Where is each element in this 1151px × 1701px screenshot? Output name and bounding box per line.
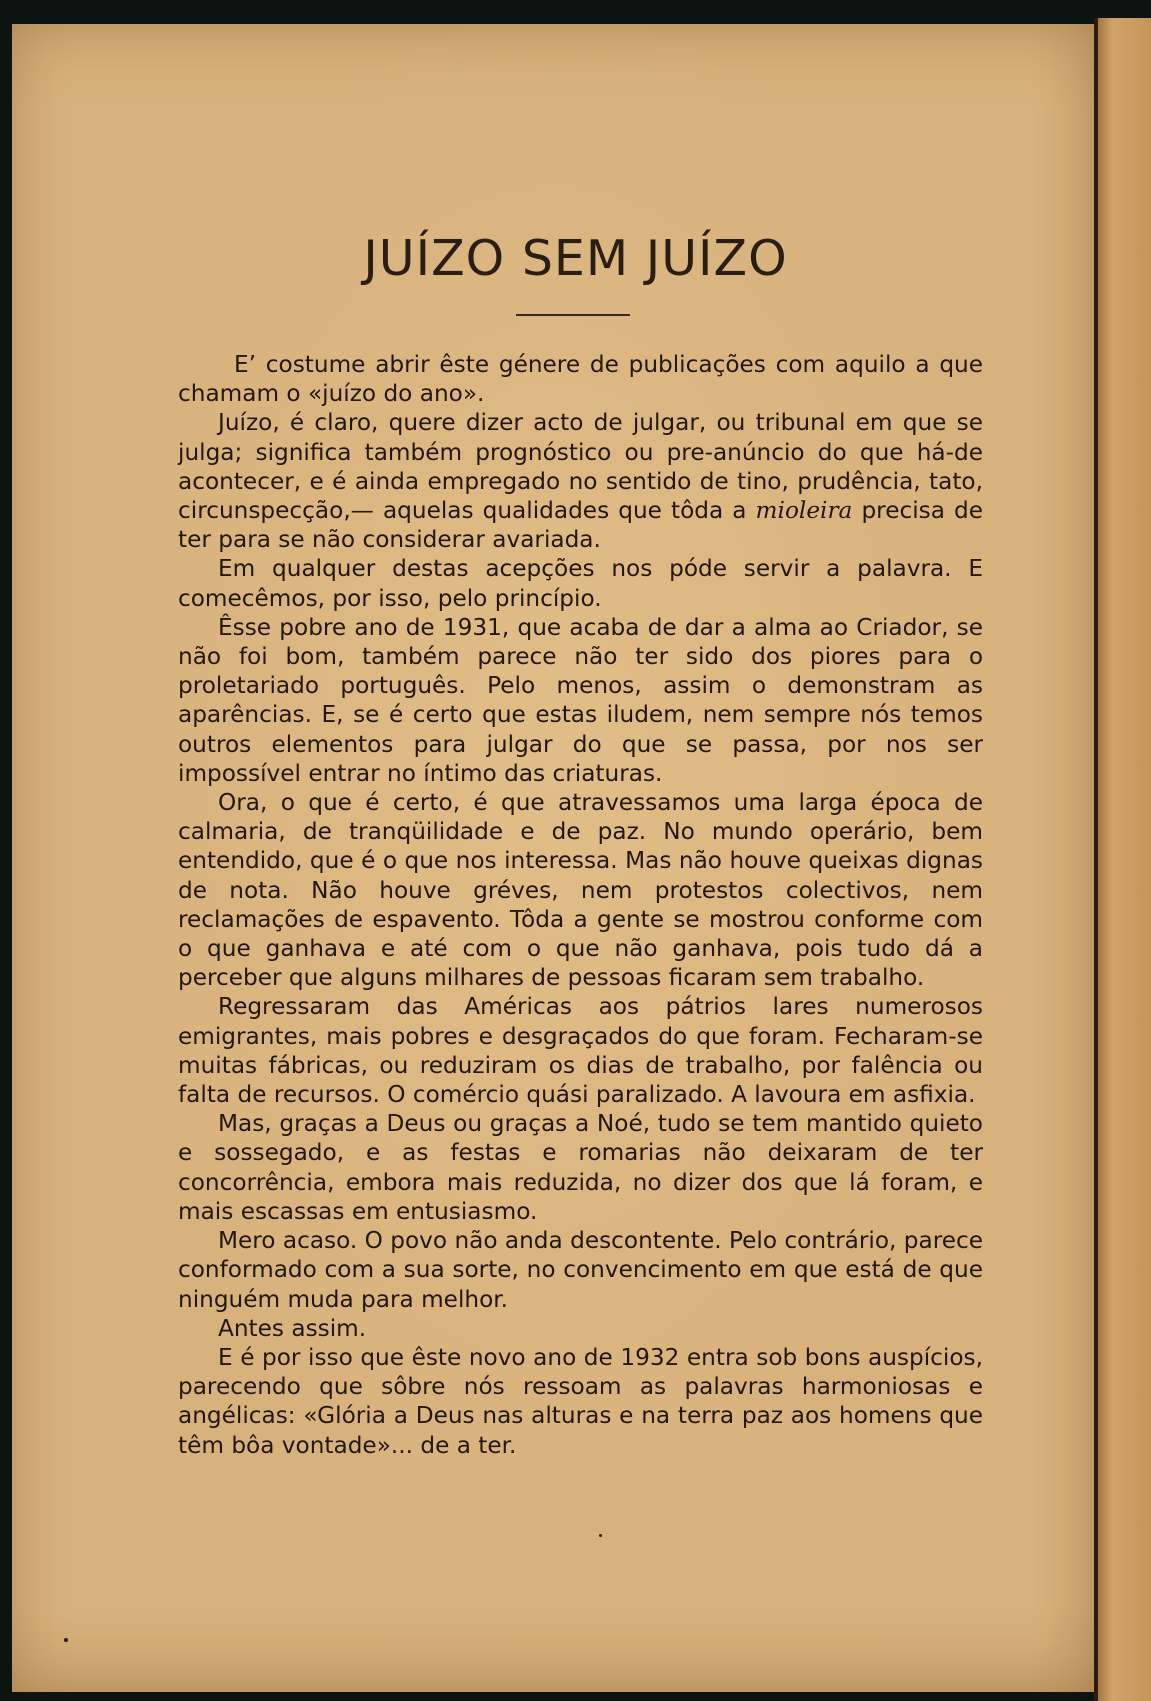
paragraph-2-end: precisa de ter para se não considerar avariada. <box>178 497 983 554</box>
paragraph-5: Ora, o que é certo, é que atravessamos uma larga época de calmaria, de tranqüilidade e de paz. No mundo operário, bem entendido, que é o que nos interessa. Mas não houve queixas dignas de nota. Não houve gréves, nem protestos colectivos, nem reclamações de espavento. Tôda a gente se mostrou conforme com o que ganhava e até com o que não ganhava, pois tudo dá a perceber que alguns milhares de pessoas ficaram sem trabalho. <box>178 789 983 992</box>
paragraph-10: E é por isso que êste novo ano de 1932 entra sob bons auspícios, parecendo que sôbre nós ressoam as palavras harmoniosas e angélicas: «Glória a Deus nas alturas e na terra paz aos homens que têm bôa vontade»... de a ter. <box>178 1343 983 1459</box>
paragraph-7: Mas, graças a Deus ou graças a Noé, tudo se tem mantido quieto e sossegado, e as festas e romarias não deixaram de ter concorrência, embora mais reduzida, no dizer dos que lá foram, e mais escassas em entusiasmo. <box>178 1110 983 1225</box>
paragraph-6: Regressaram das Américas aos pátrios lares numerosos emigrantes, mais pobres e desgraçados do que foram. Fecharam-se muitas fábricas, ou reduziram os dias de trabalho, por falência ou falta de recursos. O comércio quási paralizado. A lavoura em asfixia. <box>178 993 983 1109</box>
paragraph-4: Êsse pobre ano de 1931, que acaba de dar a alma ao Criador, se não foi bom, também parece não ter sido dos piores para o proletariado português. Pelo menos, assim o demonstram as aparências. E, se é certo que estas iludem, nem sempre nós temos outros elementos para julgar do que se passa, por nos ser impossível entrar no íntimo das criaturas. <box>178 613 983 787</box>
body-text <box>178 350 983 1460</box>
paragraph-9: Antes assim. <box>218 1314 367 1342</box>
title-divider <box>516 314 630 316</box>
chapter-title: JUÍZO SEM JUÍZO <box>363 230 788 287</box>
paragraph-3: Em qualquer destas acepções nos póde servir a palavra. E comecêmos, por isso, pelo princípio. <box>178 555 983 612</box>
paragraph-8: Mero acaso. O povo não anda descontente. Pelo contrário, parece conformado com a sua sorte, no convencimento em que está de que ninguém muda para melhor. <box>178 1227 983 1313</box>
paragraph-2-start: Juízo, é claro, quere dizer acto de julgar, ou tribunal em que se julga; significa também prognóstico ou pre-anúncio do que há-de acontecer, e é ainda empregado no sentido de tino, prudência, tato, circunspecção,— aquelas qualidades que tôda a <box>178 409 983 525</box>
paper-speck <box>64 1638 68 1642</box>
paragraph-2 <box>178 408 983 554</box>
paragraph-2-emphasis: mioleira <box>755 497 853 525</box>
paper-speck <box>599 1534 602 1537</box>
paragraph-1: E’ costume abrir êste génere de publicações com aquilo a que chamam o «juízo do ano». <box>178 351 983 408</box>
